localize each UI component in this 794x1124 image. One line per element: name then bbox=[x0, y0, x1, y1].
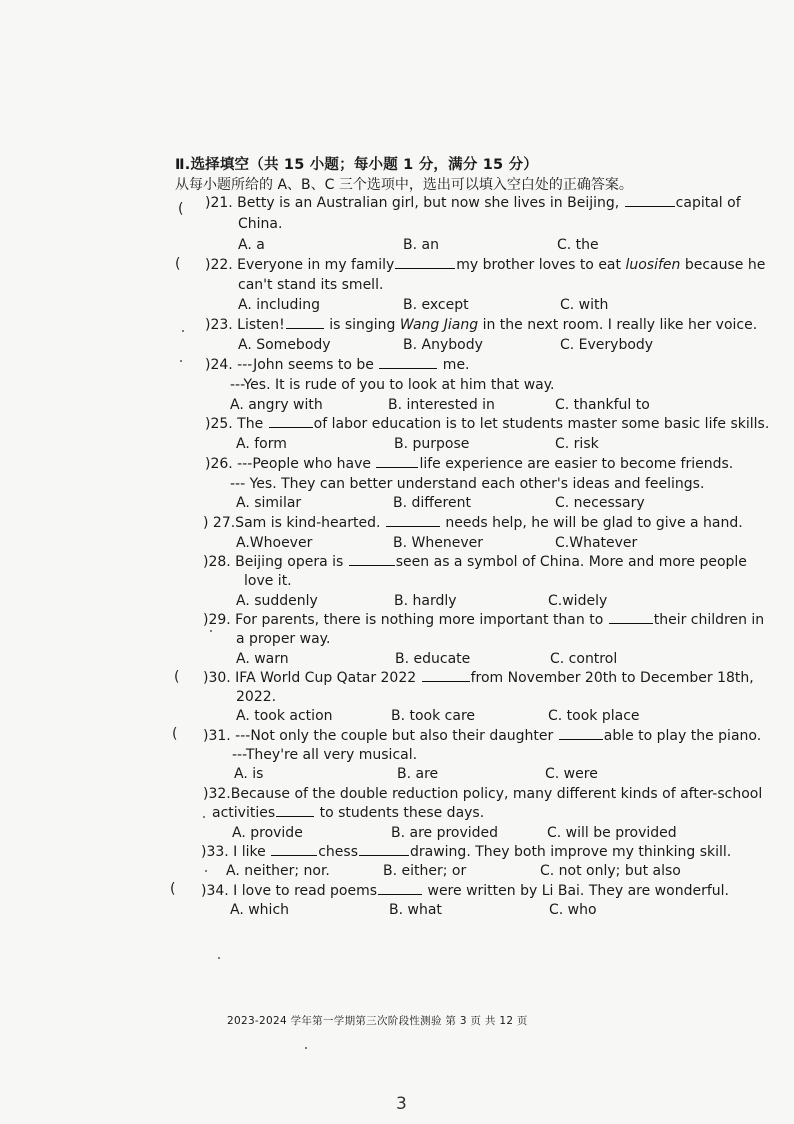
option-c: C. took place bbox=[548, 708, 640, 724]
question-line: --- Yes. They can better understand each other's ideas and feelings. bbox=[230, 476, 705, 492]
page-footer: 2023-2024 学年第一学期第三次阶段性测验 第 3 页 共 12 页 bbox=[227, 1015, 528, 1027]
option-c: C. Everybody bbox=[560, 337, 654, 353]
question-26: )26. ---People who have life experience are easier to become friends. bbox=[205, 456, 734, 472]
answer-bracket: ( bbox=[178, 201, 184, 217]
answer-blank bbox=[378, 881, 422, 895]
question-line: activities to students these days. bbox=[212, 805, 485, 821]
question-30: )30. IFA World Cup Qatar 2022 from November 20th to December 18th, bbox=[203, 670, 754, 686]
answer-bracket: ( bbox=[170, 881, 176, 897]
answer-bracket: ( bbox=[174, 669, 180, 685]
answer-blank bbox=[286, 315, 324, 329]
question-line: love it. bbox=[244, 573, 292, 589]
answer-blank bbox=[395, 255, 455, 269]
section-instruction: 从每小题所给的 A、B、C 三个选项中，选出可以填入空白处的正确答案。 bbox=[175, 177, 633, 193]
option-c: C. necessary bbox=[555, 495, 645, 511]
option-c: C. thankful to bbox=[555, 397, 650, 413]
option-a: A. neither; nor. bbox=[226, 863, 330, 879]
question-25: )25. The of labor education is to let students master some basic life skills. bbox=[205, 416, 770, 432]
option-a: A. Somebody bbox=[238, 337, 331, 353]
answer-blank bbox=[609, 610, 653, 624]
option-a: A. angry with bbox=[230, 397, 323, 413]
option-b: B. an bbox=[403, 237, 439, 253]
question-29: )29. For parents, there is nothing more important than to their children in bbox=[203, 612, 765, 628]
option-b: B. except bbox=[403, 297, 469, 313]
answer-blank bbox=[359, 842, 409, 856]
question-line: ---They're all very musical. bbox=[232, 747, 418, 763]
option-a: A. is bbox=[234, 766, 264, 782]
answer-blank bbox=[559, 726, 603, 740]
answer-blank bbox=[276, 803, 314, 817]
scan-speck bbox=[203, 816, 205, 818]
scan-speck bbox=[205, 870, 207, 872]
answer-bracket: ( bbox=[172, 726, 178, 742]
option-a: A. form bbox=[236, 436, 287, 452]
option-b: B. interested in bbox=[388, 397, 495, 413]
option-b: B. are provided bbox=[391, 825, 499, 841]
option-a: A.Whoever bbox=[236, 535, 313, 551]
scan-speck bbox=[210, 630, 212, 632]
option-c: C. were bbox=[545, 766, 598, 782]
option-c: C. the bbox=[557, 237, 599, 253]
question-line: can't stand its smell. bbox=[238, 277, 384, 293]
option-b: B. took care bbox=[391, 708, 476, 724]
answer-blank bbox=[269, 414, 313, 428]
option-c: C. who bbox=[549, 902, 597, 918]
scan-speck bbox=[182, 330, 184, 332]
page-number: 3 bbox=[396, 1094, 407, 1114]
scan-speck bbox=[218, 957, 220, 959]
option-a: A. suddenly bbox=[236, 593, 318, 609]
option-c: C. control bbox=[550, 651, 618, 667]
answer-blank bbox=[625, 193, 675, 207]
scan-speck bbox=[305, 1047, 307, 1049]
scan-speck bbox=[180, 360, 182, 362]
option-a: A. a bbox=[238, 237, 265, 253]
option-b: B. what bbox=[389, 902, 442, 918]
option-b: B. purpose bbox=[394, 436, 470, 452]
option-b: B. Whenever bbox=[393, 535, 483, 551]
option-c: C.widely bbox=[548, 593, 608, 609]
option-a: A. warn bbox=[236, 651, 289, 667]
option-a: A. including bbox=[238, 297, 320, 313]
answer-bracket: ( bbox=[175, 256, 181, 272]
answer-blank bbox=[349, 552, 395, 566]
question-line: China. bbox=[238, 216, 283, 232]
option-b: B. educate bbox=[395, 651, 471, 667]
question-24: )24. ---John seems to be me. bbox=[205, 357, 470, 373]
option-c: C. not only; but also bbox=[540, 863, 681, 879]
option-a: A. similar bbox=[236, 495, 302, 511]
section-heading: Ⅱ.选择填空（共 15 小题；每小题 1 分，满分 15 分） bbox=[175, 157, 538, 173]
option-c: C.Whatever bbox=[555, 535, 638, 551]
option-c: C. risk bbox=[555, 436, 599, 452]
option-c: C. with bbox=[560, 297, 609, 313]
question-21: )21. Betty is an Australian girl, but now she lives in Beijing, capital of bbox=[205, 195, 741, 211]
question-34: )34. I love to read poems were written by Li Bai. They are wonderful. bbox=[201, 883, 729, 899]
question-32: )32.Because of the double reduction policy, many different kinds of after-school bbox=[203, 786, 763, 802]
question-line: a proper way. bbox=[236, 631, 331, 647]
option-b: B. Anybody bbox=[403, 337, 483, 353]
option-a: A. took action bbox=[236, 708, 333, 724]
answer-blank bbox=[422, 668, 470, 682]
question-33: )33. I like chess drawing. They both improve my thinking skill. bbox=[201, 844, 732, 860]
option-b: B. hardly bbox=[394, 593, 457, 609]
question-line: 2022. bbox=[236, 689, 277, 705]
option-a: A. which bbox=[230, 902, 290, 918]
question-31: )31. ---Not only the couple but also their daughter able to play the piano. bbox=[203, 728, 762, 744]
question-22: )22. Everyone in my family my brother loves to eat luosifen because he bbox=[205, 257, 766, 273]
question-27: ) 27.Sam is kind-hearted. needs help, he will be glad to give a hand. bbox=[203, 515, 743, 531]
question-23: )23. Listen! is singing Wang Jiang in the next room. I really like her voice. bbox=[205, 317, 758, 333]
question-line: ---Yes. It is rude of you to look at him that way. bbox=[230, 377, 555, 393]
question-28: )28. Beijing opera is seen as a symbol of China. More and more people bbox=[203, 554, 747, 570]
option-b: B. different bbox=[393, 495, 471, 511]
option-c: C. will be provided bbox=[547, 825, 677, 841]
answer-blank bbox=[271, 842, 317, 856]
option-b: B. are bbox=[397, 766, 439, 782]
option-b: B. either; or bbox=[383, 863, 467, 879]
answer-blank bbox=[376, 454, 418, 468]
answer-blank bbox=[386, 513, 440, 527]
answer-blank bbox=[379, 355, 437, 369]
option-a: A. provide bbox=[232, 825, 303, 841]
